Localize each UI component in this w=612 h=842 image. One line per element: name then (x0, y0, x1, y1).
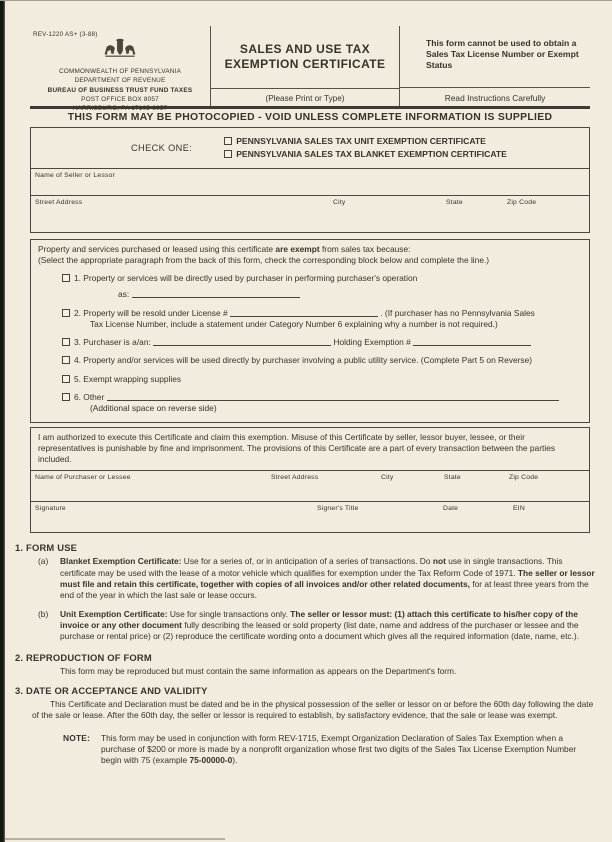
reasons-intro-bold: are exempt (275, 244, 320, 254)
reason-3-checkbox[interactable] (62, 338, 70, 346)
exemption-reasons-box (30, 239, 590, 423)
agency-line: POST OFFICE BOX 8057 (81, 95, 159, 103)
exemption-number-example: 75-00000-0 (189, 755, 233, 766)
agency-line: COMMONWEALTH OF PENNSYLVANIA (58, 68, 182, 75)
form-content (15, 26, 595, 766)
reason-6-note (90, 403, 582, 414)
paragraph-a-run2: use in single transactions. This certificate may be used with the lease of a motor vehicle which qualifies for exemption under the Tax Reform Code of 1971. (60, 556, 563, 578)
agency-line: DEPARTMENT OF REVENUE (74, 77, 166, 85)
reasons-intro (38, 244, 582, 266)
reason-1-checkbox[interactable] (62, 274, 70, 282)
notice-block (400, 26, 590, 106)
seller-section-box (30, 127, 590, 233)
paragraph-b-run2: fully describing the leased or sold property (list date, name and address of the purchaser or lessee and the purchase or rental price) or (2) reproduce the certificate wording onto a document which gives all the required information (date, name, etc.). (60, 620, 580, 642)
pennsylvania-coat-of-arms-icon (98, 38, 142, 60)
validity-heading: 3. DATE OR ACCEPTANCE AND VALIDITY (15, 684, 208, 696)
agency-address (30, 67, 210, 113)
reason-2-text3: Tax License Number, include a statement under Category Number 6 explaining why a number is not required.) (90, 318, 498, 329)
unit-certificate-checkbox[interactable] (224, 137, 232, 145)
form-title-line1: SALES AND USE TAX (239, 42, 371, 56)
reason-3-text2: Holding Exemption # (333, 337, 411, 348)
reason-4-text: 4. Property and/or services will be used directly by purchaser involving a public utility service. (Complete Part 5 on Reverse) (74, 355, 533, 366)
reasons-intro-line2: (Select the appropriate paragraph from the back of this form, check the corresponding block below and complete the line.) (38, 254, 490, 265)
notice-area (400, 26, 590, 88)
reason-item-2 (62, 308, 582, 330)
seller-name-field[interactable] (31, 168, 589, 195)
form-revision-number: REV-1220 AS+ (3-88) (33, 31, 98, 38)
note-block (63, 733, 600, 767)
photocopy-banner: THIS FORM MAY BE PHOTOCOPIED - VOID UNLESS COMPLETE INFORMATION IS SUPPLIED (67, 112, 553, 123)
purchaser-zip-label: Zip Code (509, 474, 539, 482)
title-block (210, 26, 400, 106)
date-label: Date (443, 505, 459, 513)
reasons-intro-text: Property and services purchased or leased using this certificate (38, 244, 276, 254)
reason-2-continuation (90, 319, 582, 330)
note-text (101, 733, 595, 767)
paragraph-b-label: (b) (38, 609, 49, 620)
not-emphasis: not (432, 556, 446, 567)
blanket-certificate-term: Blanket Exemption Certificate: (60, 556, 182, 567)
paragraph-a-run1: Use for a series of, or in anticipation of a series of transactions. Do (181, 556, 433, 567)
paragraph-a-text (60, 556, 598, 601)
reason-4-checkbox[interactable] (62, 356, 70, 364)
reason-3-type-blank[interactable] (153, 337, 331, 346)
agency-block (30, 26, 210, 113)
signature-label: Signature (35, 505, 66, 513)
reason-2-checkbox[interactable] (62, 309, 70, 317)
reason-item-4 (62, 355, 582, 366)
seller-city-label: City (333, 199, 346, 206)
reason-item-6 (62, 392, 582, 414)
form-use-paragraph-b (38, 609, 600, 643)
reason-1-as-blank[interactable] (132, 289, 300, 298)
purchaser-street-label: Street Address (271, 474, 319, 482)
reason-2-text: 2. Property will be resold under License # (74, 307, 228, 318)
instructions-section (15, 542, 600, 766)
print-or-type-note: (Please Print or Type) (265, 94, 345, 103)
reason-2-text2: . (If purchaser has no Pennsylvania Sales (380, 307, 535, 318)
paragraph-a-run3: for at least three years from the end of the year in which the last sale or lease occurs. (60, 578, 589, 600)
reproduction-heading: 2. REPRODUCTION OF FORM (15, 651, 152, 663)
form-use-heading: 1. FORM USE (15, 542, 78, 554)
seller-address-row[interactable] (31, 195, 589, 232)
scan-edge-left (0, 0, 5, 842)
attach-certificate-emphasis: The seller or lessor must: (1) attach this certificate to his/her copy of the invoice or any other document (60, 609, 578, 631)
scan-edge-bottom (5, 838, 225, 840)
scan-edge-top (0, 0, 612, 1)
purchaser-state-label: State (444, 474, 461, 482)
paragraph-a-label: (a) (38, 556, 49, 567)
retain-certificate-emphasis: The seller or lessor must file and retain this certificate, together with copies of all invoices and/or other related documents, (60, 567, 595, 589)
cannot-be-used-notice: This form cannot be used to obtain a Sales Tax License Number or Exempt Status (426, 38, 579, 71)
reason-1-as-label: as: (118, 289, 130, 300)
reason-1-as-line (118, 289, 582, 300)
reason-5-checkbox[interactable] (62, 375, 70, 383)
authorization-statement: I am authorized to execute this Certificate and claim this exemption. Misuse of this Certificate by seller, lessor buyer, lessee, or their representatives is punishable by fine and imprisonment. The provisions of this Certificate are a part of every transaction between the parties included. (38, 432, 556, 465)
title-area (211, 26, 399, 89)
purchaser-city-label: City (381, 474, 394, 482)
form-use-paragraph-a (38, 556, 600, 601)
purchaser-row[interactable] (31, 470, 589, 501)
note-label: NOTE: (63, 732, 91, 743)
reason-5-text: 5. Exempt wrapping supplies (74, 373, 182, 384)
unit-certificate-label: PENNSYLVANIA SALES TAX UNIT EXEMPTION CERTIFICATE (236, 136, 486, 147)
signature-row[interactable] (31, 501, 589, 532)
reasons-intro-text2: from sales tax because: (319, 244, 411, 254)
seller-name-label: Name of Seller or Lessor (35, 172, 115, 179)
seller-state-label: State (446, 199, 463, 206)
seller-street-label: Street Address (35, 199, 83, 206)
reason-6-checkbox[interactable] (62, 393, 70, 401)
reason-6-text: 6. Other (74, 392, 105, 403)
reason-1-text: 1. Property or services will be directly used by purchaser in performing purchaser's operation (74, 273, 418, 284)
reason-6-other-blank[interactable] (107, 392, 559, 401)
reason-6-note-text: (Additional space on reverse side) (90, 403, 217, 414)
blanket-certificate-label: PENNSYLVANIA SALES TAX BLANKET EXEMPTION CERTIFICATE (236, 149, 507, 159)
signers-title-label: Signer's Title (317, 505, 359, 513)
reason-3-text: 3. Purchaser is a/an: (74, 337, 151, 348)
paragraph-b-text (60, 609, 598, 643)
form-title-line2: EXEMPTION CERTIFICATE (224, 57, 386, 71)
unit-certificate-option[interactable] (224, 135, 507, 148)
agency-line: HARRISBURG, PA 17105-8057 (72, 105, 168, 113)
blanket-certificate-checkbox[interactable] (224, 150, 232, 158)
note-run1: This form may be used in conjunction with form REV-1715, Exempt Organization Declaration of Sales Tax Exemption when a purchase of $200 or more is made by a nonprofit organization whose first two digits of the Sales Tax License Exemption Number begin with 75 (example (101, 732, 577, 766)
reproduction-body: This form may be reproduced but must contain the same information as appears on the Department's form. (60, 665, 457, 676)
reason-item-3 (62, 337, 582, 348)
reason-item-5 (62, 374, 582, 385)
purchaser-name-label: Name of Purchaser or Lessee (35, 474, 131, 482)
unit-certificate-term: Unit Exemption Certificate: (60, 609, 168, 620)
ein-label: EIN (513, 505, 525, 513)
note-run2: ). (232, 755, 238, 766)
reason-3-exemption-blank[interactable] (413, 337, 531, 346)
reason-item-1 (62, 273, 582, 300)
seller-zip-label: Zip Code (507, 199, 537, 206)
reason-2-license-blank[interactable] (230, 308, 378, 317)
blanket-certificate-option[interactable] (224, 148, 507, 161)
validity-body: This Certificate and Declaration must be dated and be in the physical possession of the seller or lessor on or before the 60th day following the date of the sale or lease. After the 60th day, the seller or lessor is required to establish, by satisfactory evidence, that the sale or lease was exempt. (32, 698, 594, 720)
form-header (30, 26, 590, 113)
authorization-box (30, 427, 590, 533)
check-one-options (224, 135, 507, 161)
read-instructions-note: Read Instructions Carefully (444, 93, 546, 103)
check-one-label: CHECK ONE: (131, 143, 193, 153)
agency-line: BUREAU OF BUSINESS TRUST FUND TAXES (47, 86, 193, 94)
paragraph-b-run1: Use for single transactions only. (167, 609, 291, 620)
check-one-row (31, 128, 589, 168)
